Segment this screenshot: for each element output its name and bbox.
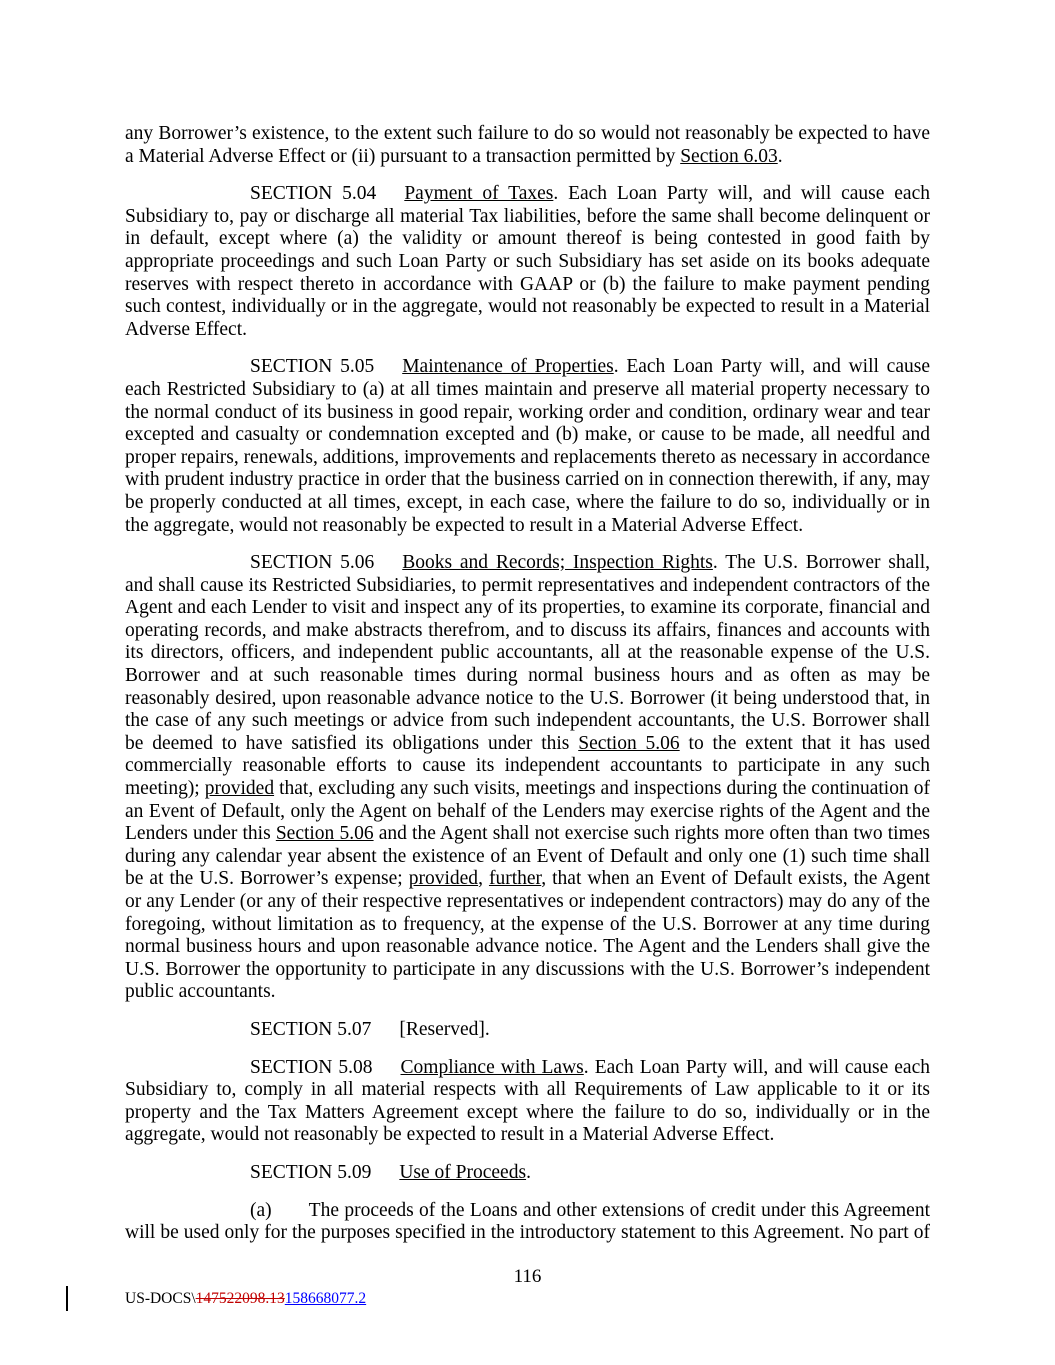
footer-deleted-doc-id: 147522098.13 — [195, 1290, 285, 1307]
underlined-text-run: Compliance with Laws — [400, 1056, 584, 1078]
text-run: [Reserved]. — [399, 1018, 490, 1040]
document-body — [125, 123, 930, 1260]
underlined-text-run: Books and Records; Inspection Rights — [402, 552, 713, 574]
text-run: SECTION 5.06 — [250, 552, 375, 574]
document-id-footer — [125, 1290, 366, 1308]
change-bar — [66, 1286, 68, 1311]
underlined-text-run: Section 5.06 — [578, 732, 680, 754]
underlined-text-run: Payment of Taxes — [404, 183, 554, 205]
carryover-paragraph — [125, 123, 930, 168]
footer-inserted-doc-id: 158668077.2 — [284, 1290, 367, 1307]
section-5-07 — [125, 1019, 930, 1042]
text-run: . Each Loan Party will, and will cause each Restricted Subsidiary to (a) at all times maintain and preserve all material property necessary to the normal conduct of its business in good repair, working order and condition, ordinary wear and tear excepted and casualty or condemnation excepted and (b) make, or cause to be made, all needful and proper repairs, renewals, additions, improvements and replacements thereto as necessary in accordance with prudent industry practice in order that the business carried on in connection therewith, if any, may be properly conducted at all times, except, in each case, where the failure to do so, individually or in the aggregate, would not reasonably be expected to result in a Material Adverse Effect. — [125, 356, 930, 536]
underlined-text-run: Section 5.06 — [275, 823, 374, 845]
text-run: The proceeds of the Loans and other extensions of credit under this Agreement will be used only for the purposes specified in the introductory statement to this Agreement. No part of — [125, 1199, 930, 1244]
text-run: . Each Loan Party will, and will cause each Subsidiary to, pay or discharge all material Tax liabilities, before the same shall become delinquent or in default, except where (a) the validity or amount thereof is being contested in good faith by appropriate proceedings and such Loan Party or such Subsidiary has set aside on its books adequate reserves with respect thereto in accordance with GAAP or (b) the failure to make payment pending such contest, individually or in the aggregate, would not reasonably be expected to result in a Material Adverse Effect. — [125, 183, 930, 340]
section-5-08 — [125, 1057, 930, 1147]
page-number: 116 — [513, 1266, 542, 1287]
section-5-05 — [125, 356, 930, 537]
text-run: SECTION 5.04 — [250, 183, 377, 205]
underlined-text-run: provided — [204, 778, 275, 800]
text-run: SECTION 5.09 — [250, 1161, 372, 1183]
text-run: SECTION 5.05 — [250, 356, 375, 378]
text-run: . — [777, 145, 783, 167]
text-run: any Borrower’s existence, to the extent such failure to do so would not reasonably be expected to have a Material Adverse Effect or (ii) pursuant to a transaction permitted by — [125, 123, 930, 167]
text-run: . The U.S. Borrower shall, and shall cause its Restricted Subsidiaries, to permit representatives and independent contractors of the Agent and each Lender to visit and inspect any of its properties, to examine its corporate, financial and operating records, and make abstracts therefrom, and to discuss its affairs, finances and accounts with its directors, officers, and independent public accountants, all at the reasonable expense of the U.S. Borrower and at such reasonable times during normal business hours and as often as may be reasonably desired, upon reasonable advance notice to the U.S. Borrower (it being understood that, in the case of any such meetings or advice from such independent accountants, the U.S. Borrower shall be deemed to have satisfied its obligations under this — [125, 552, 930, 754]
text-run: . Each Loan Party will, and will cause each Subsidiary to, comply in all material respects with all Requirements of Law applicable to it or its property and the Tax Matters Agreement except where the failure to do so, individually or in the aggregate, would not reasonably be expected to result in a Material Adverse Effect. — [125, 1056, 930, 1146]
text-run: . — [526, 1161, 531, 1183]
footer-prefix: US-DOCS\ — [125, 1290, 196, 1307]
text-run: , that when an Event of Default exists, the Agent or any Lender (or any of their respective representatives or independent contractors) may do any of the foregoing, without limitation as to frequency, at the expense of the U.S. Borrower at any time during normal business hours and upon reasonable advance notice. The Agent and the Lenders shall give the U.S. Borrower the opportunity to participate in any discussions with the U.S. Borrower’s independent public accountants. — [125, 868, 931, 1003]
text-run: that, excluding any such visits, meetings and inspections during the continuation of an Event of Default, only the Agent on behalf of the Lenders may exercise rights of the Agent and the Lenders under this — [125, 778, 930, 845]
text-run: SECTION 5.08 — [250, 1056, 373, 1078]
section-5-09 — [125, 1162, 930, 1185]
section-5-06 — [125, 552, 930, 1004]
section-5-04 — [125, 183, 930, 341]
underlined-text-run: Section 6.03 — [680, 145, 778, 167]
underlined-text-run: provided — [408, 868, 479, 890]
text-run: and the Agent shall not exercise such rights more often than two times during any calendar year absent the existence of an Event of Default and only one (1) such time shall be at the U.S. Borrower’s expense; — [125, 823, 930, 890]
underlined-text-run: Use of Proceeds — [399, 1161, 527, 1183]
text-run: SECTION 5.07 — [250, 1018, 372, 1040]
text-run: to the extent that it has used commercially reasonable efforts to cause its independent accountants to participate in any such meeting); — [125, 732, 931, 800]
underlined-text-run: Maintenance of Properties — [402, 356, 614, 378]
text-run: (a) — [250, 1199, 272, 1221]
text-run: , — [478, 868, 489, 890]
underlined-text-run: further — [488, 868, 542, 890]
clause-a — [125, 1200, 930, 1245]
